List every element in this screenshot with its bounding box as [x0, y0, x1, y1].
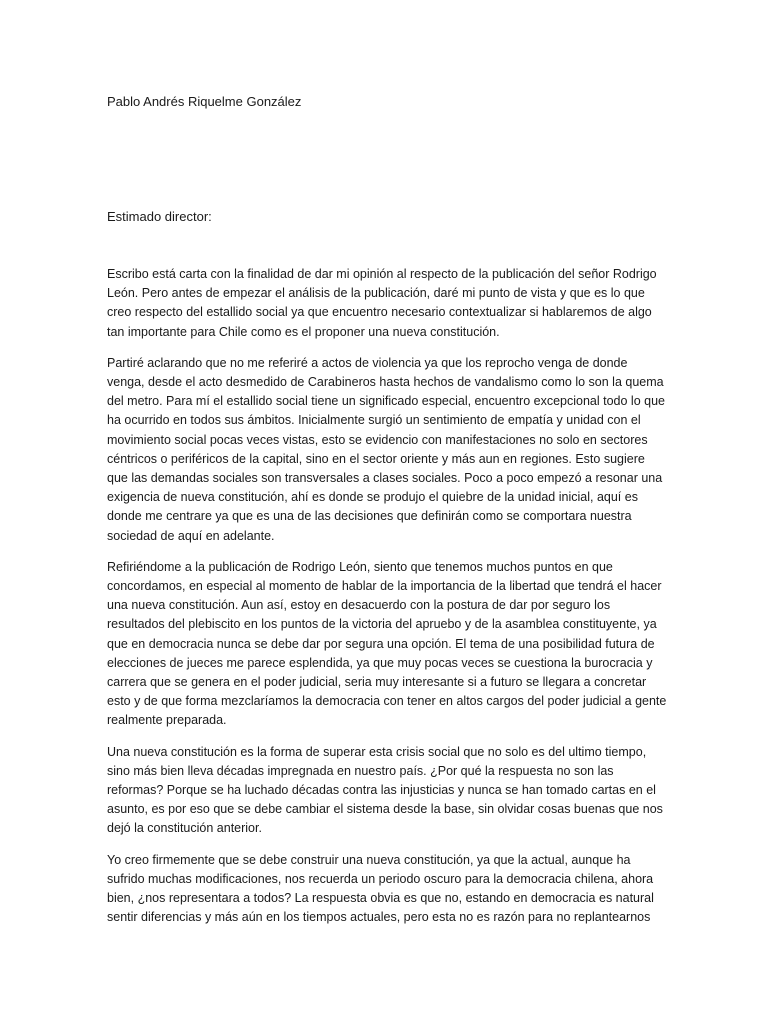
paragraph-line: creo respecto del estallido social ya que encuentro necesario contextualizar si hablaremos de algo — [107, 305, 652, 320]
paragraph-line: y carrera que se genera en el poder judicial, seria muy interesante si a futuro se llegara a concretar — [107, 655, 653, 690]
paragraph-line: ya que en democracia nunca se debe dar por segura una opción. El tema de una posibilidad futura — [107, 617, 657, 651]
paragraph-line: todo lo que ha ocurrido en todos sus ámbitos. Inicialmente surgió un sentimiento de empatía y — [107, 394, 665, 428]
paragraph-line: Partiré aclarando que no me referiré a actos de violencia ya que los reprocho venga de donde — [107, 355, 628, 370]
paragraph-line: comportara nuestra sociedad de aquí en adelante. — [107, 509, 632, 543]
paragraph-line: asunto, es por eso que se debe cambiar el sistema desde la base, sin olvidar cosas buenas que nos — [107, 802, 663, 817]
paragraph-line: Yo creo firmemente que se debe construir una nueva constitución, ya que la actual, aunque ha — [107, 852, 631, 867]
paragraph-line: sino más bien lleva décadas impregnada en nuestro país. ¿Por qué la respuesta no son las — [107, 763, 614, 778]
letter-greeting: Estimado director: — [107, 209, 212, 224]
letter-paragraph — [107, 354, 667, 546]
paragraph-line: Una nueva constitución es la forma de superar esta crisis social que no solo es del ultimo tiempo, — [107, 744, 647, 759]
paragraph-line: unidad con el movimiento social pocas veces vistas, esto se evidencio con manifestaciones no solo — [107, 413, 641, 447]
paragraph-line: quema del metro. Para mí el estallido social tiene un significado especial, encuentro excepcional — [107, 375, 664, 409]
paragraph-line: sufrido muchas modificaciones, nos recuerda un periodo oscuro para la democracia chilena, ahora — [107, 871, 654, 886]
paragraph-line: concordamos, en especial al momento de hablar de la importancia de la libertad que tendrá el — [107, 579, 627, 594]
letter-paragraph — [107, 265, 667, 342]
letter-paragraph — [107, 743, 667, 839]
paragraph-line: venga, desde el acto desmedido de Carabineros hasta hechos de vandalismo como lo son la — [107, 375, 622, 390]
paragraph-line: dejó la constitución anterior. — [107, 821, 262, 836]
paragraph-line: Refiriéndome a la publicación de Rodrigo León, siento que tenemos muchos puntos en que — [107, 559, 613, 574]
paragraph-line: hacer una nueva constitución. Aun así, estoy en desacuerdo con la postura de dar por seguro los — [107, 579, 662, 613]
paragraph-line: resultados del plebiscito en los puntos de la victoria del apruebo y de la asamblea constituyente, — [107, 617, 640, 632]
letter-body — [107, 265, 667, 940]
letter-paragraph — [107, 558, 667, 731]
paragraph-line: bien, ¿nos representara a todos? La respuesta obvia es que no, estando en democracia es natural — [107, 891, 654, 906]
paragraph-line: Esto sugiere que las demandas sociales son transversales a clases sociales. Poco a poco empezó a — [107, 451, 645, 486]
paragraph-line: reformas? Porque se ha luchado décadas contra las injusticias y nunca se han tomado cartas en el — [107, 783, 656, 798]
paragraph-line: inicial, aquí es donde me centrare ya que es una de las decisiones que definirán como se — [107, 490, 638, 524]
paragraph-line: León. Pero antes de empezar el análisis de la publicación, daré mi punto de vista y que es lo que — [107, 286, 645, 301]
paragraph-line: Escribo está carta con la finalidad de dar mi opinión al respecto de la publicación del señor Rodrigo — [107, 267, 657, 281]
paragraph-line: en sectores céntricos o periféricos de la capital, sino en el sector oriente y más aun en regiones. — [107, 432, 648, 466]
paragraph-line: gente realmente preparada. — [107, 694, 667, 728]
paragraph-line: esto y de que forma mezclaríamos la democracia con tener en altos cargos del poder judicial a — [107, 694, 632, 709]
paragraph-line: tan importante para Chile como es el proponer una nueva constitución. — [107, 324, 500, 339]
paragraph-line: resonar una exigencia de nueva constitución, ahí es donde se produjo el quiebre de la unidad — [107, 471, 663, 505]
letter-paragraph — [107, 851, 667, 928]
author-name: Pablo Andrés Riquelme González — [107, 94, 302, 109]
paragraph-line: sentir diferencias y más aún en los tiempos actuales, pero esta no es razón para no replantearnos — [107, 910, 651, 925]
paragraph-line: de elecciones de jueces me parece esplendida, ya que muy pocas veces se cuestiona la burocracia — [107, 636, 655, 670]
